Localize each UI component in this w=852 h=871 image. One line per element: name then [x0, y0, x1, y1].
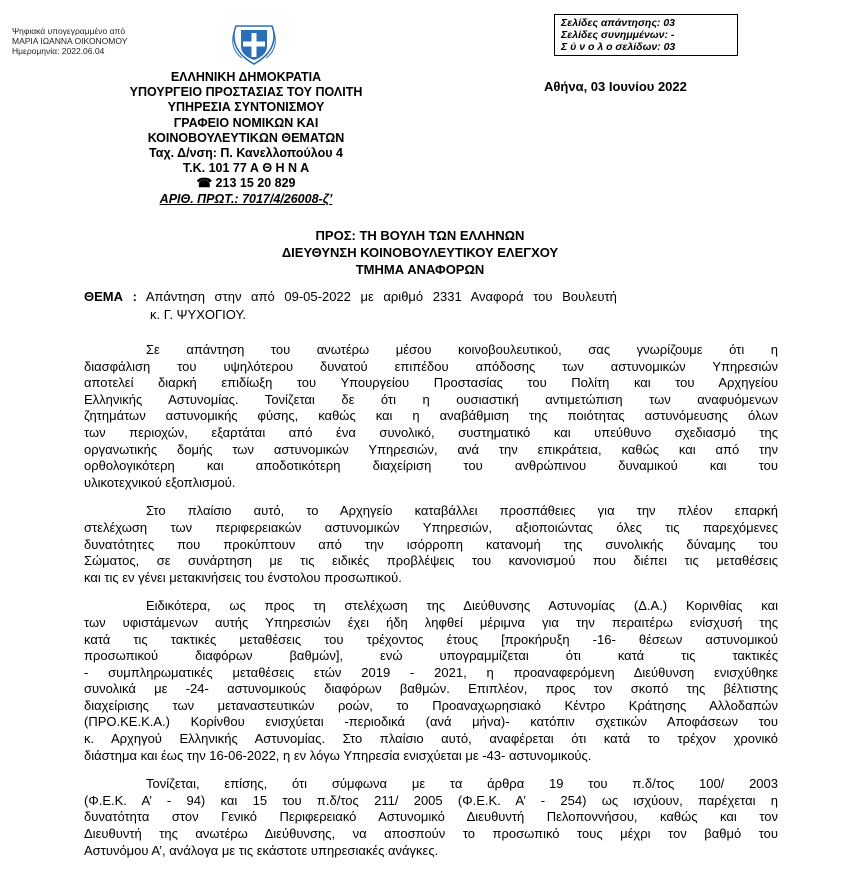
greek-coat-of-arms-icon — [230, 22, 278, 68]
body-paragraph — [84, 503, 778, 586]
signature-signer: ΜΑΡΙΑ ΙΩΑΝΝΑ ΟΙΚΟΝΟΜΟΥ — [12, 36, 128, 46]
paragraph-line: Ελληνικής Αστυνομίας. Τονίζεται δε ότι η ουσιαστική αντιμετώπιση των αναφυόμενων — [84, 391, 778, 407]
sender-line: ΓΡΑΦΕΙΟ ΝΟΜΙΚΩΝ ΚΑΙ — [173, 115, 319, 130]
paragraph-line: δυνατότητες που προκύπτουν από την ισόρροπη κατανομή της συνολικής δύναμης του — [84, 536, 778, 552]
paragraph-line: συνολικά με -24- αστυνομικούς διαφόρων βαθμών. Επιπλέον, προς τον σκοπό της βέλτιστης — [84, 681, 778, 697]
paragraph-line: των περιοχών, εξαρτάται από ένα συνολικό, συστηματικό και υπεύθυνο σχεδιασμό της — [84, 424, 778, 440]
recipient-block — [120, 227, 720, 278]
paragraph-line: Διευθυντή της ανωτέρω Διεύθυνσης, να αποσπούν το προσωπικό τους μέχρι τον βαθμό του — [84, 826, 778, 842]
total-pages: Σ ύ ν ο λ ο σελίδων: 03 — [561, 41, 676, 53]
paragraph-line: Τονίζεται, επίσης, ότι σύμφωνα με τα άρθρα 19 του π.δ/τος 100/ 2003 — [146, 776, 778, 792]
paragraph-line: προσωπικού διαφόρων βαθμών], ενώ υπογραμμίζεται ότι κατά τις τακτικές — [84, 648, 778, 664]
body-paragraph — [84, 598, 778, 764]
paragraph-line: Σώματος, σε συνάρτηση με τις ειδικές προβλέψεις του κανονισμού που διέπει τις μεταθέσεις — [84, 553, 778, 569]
subject-block — [84, 288, 774, 324]
attachment-pages: Σελίδες συνημμένων: - — [561, 29, 675, 41]
paragraph-line: διαχείρισης των μεταναστευτικών ροών, το Προαναχωρησιακό Κέντρο Κράτησης Αλλοδαπών — [84, 697, 778, 713]
paragraph-line: των υφιστάμενων αυτής Υπηρεσιών έχει ήδη ληφθεί μέριμνα για την περαιτέρω ενίσχυσή της — [84, 614, 778, 630]
paragraph-line: (ΠΡΟ.ΚΕ.Κ.Α.) Κορίνθου ενισχύεται -περιοδικά (ανά μήνα)- κατόπιν σχετικών Αποφάσεων του — [84, 714, 778, 730]
paragraph-line: διασφάλιση του υψηλότερου δυνατού επιπέδου απόδοσης των αστυνομικών Υπηρεσιών — [84, 358, 778, 374]
subject-text: Απάντηση στην από 09-05-2022 με αριθμό 2331 Αναφορά του Βουλευτή — [145, 289, 617, 304]
paragraph-line: και τις εν γένει μετακινήσεις του ένστολου προσωπικού. — [84, 569, 402, 585]
paragraph-line: (Φ.Ε.Κ. Α’ - 94) και 15 του π.δ/τος 211/ 2005 (Φ.Ε.Κ. Α’ - 254) ως ισχύουν, παρέχεται η — [84, 792, 778, 808]
sender-phone: ☎ 213 15 20 829 — [196, 176, 296, 191]
protocol-number: ΑΡΙΘ. ΠΡΩΤ.: 7017/4/26008-ζ’ — [159, 191, 333, 206]
paragraph-line: ζητημάτων αστυνομικής φύσης, καθώς και η αναβάθμιση της ποιότητας αστυνόμευσης όλων — [84, 408, 778, 424]
paragraph-line: κατά τις τακτικές μεταθέσεις του τρέχοντος έτους [προκήρυξη -16- θέσεων αστυνομικού — [84, 631, 778, 647]
page-count-box — [554, 14, 738, 56]
paragraph-line: υλικοτεχνικού εξοπλισμού. — [84, 474, 236, 490]
paragraph-line: Ειδικότερα, ως προς τη στελέχωση της Διεύθυνσης Αστυνομίας (Δ.Α.) Κορινθίας και — [146, 598, 778, 614]
paragraph-line: Σε απάντηση του ανωτέρω μέσου κοινοβουλευτικού, σας γνωρίζουμε ότι η — [146, 342, 778, 357]
subject-text-continued: κ. Γ. ΨΥΧΟΓΙΟΥ. — [150, 307, 247, 322]
body-paragraph — [84, 776, 778, 859]
paragraph-line: - συμπληρωματικές μεταθέσεις ετών 2019 - 2021, η προαναφερόμενη Διεύθυνση ενισχύθηκε — [84, 664, 778, 680]
paragraph-line: Αστυνόμου Α’, ανάλογα με τις εκάστοτε υπηρεσιακές ανάγκες. — [84, 842, 439, 858]
sender-address: Ταχ. Δ/νση: Π. Κανελλοπούλου 4 — [149, 146, 343, 161]
paragraph-line: στελέχωση των περιφερειακών αστυνομικών Υπηρεσιών, αξιοποιώντας όλες τις παρεχόμενες — [84, 519, 778, 535]
recipient-line: ΠΡΟΣ: ΤΗ ΒΟΥΛΗ ΤΩΝ ΕΛΛΗΝΩΝ — [315, 228, 525, 243]
body-paragraph — [84, 342, 778, 491]
signature-line: Ψηφιακά υπογεγραμμένο από — [12, 26, 126, 36]
reply-pages: Σελίδες απάντησης: 03 — [561, 17, 676, 29]
sender-line: ΥΠΗΡΕΣΙΑ ΣΥΝΤΟΝΙΣΜΟΥ — [167, 100, 325, 115]
paragraph-line: κ. Αρχηγού Ελληνικής Αστυνομίας. Στο πλαίσιο αυτό, αναφέρεται ότι κατά το τρέχον χρονικό — [84, 731, 778, 747]
sender-line: ΚΟΙΝΟΒΟΥΛΕΥΤΙΚΩΝ ΘΕΜΑΤΩΝ — [147, 130, 345, 145]
digital-signature — [12, 26, 202, 56]
sender-block — [86, 70, 406, 207]
subject-label: ΘΕΜΑ : — [84, 289, 137, 304]
recipient-line: ΤΜΗΜΑ ΑΝΑΦΟΡΩΝ — [355, 262, 485, 277]
letter-body — [84, 342, 778, 871]
paragraph-line: Στο πλαίσιο αυτό, το Αρχηγείο καταβάλλει προσπάθειες για την πλέον επαρκή — [146, 503, 778, 519]
recipient-line: ΔΙΕΥΘΥΝΣΗ ΚΟΙΝΟΒΟΥΛΕΥΤΙΚΟΥ ΕΛΕΓΧΟΥ — [281, 245, 559, 260]
sender-line: ΕΛΛΗΝΙΚΗ ΔΗΜΟΚΡΑΤΙΑ — [170, 70, 322, 84]
paragraph-line: διάστημα και έως την 16-06-2022, η εν λόγω Υπηρεσία ενισχύεται με -43- αστυνομικούς. — [84, 747, 592, 763]
sender-line: ΥΠΟΥΡΓΕΙΟ ΠΡΟΣΤΑΣΙΑΣ ΤΟΥ ΠΟΛΙΤΗ — [129, 85, 363, 100]
sender-postcode: Τ.Κ. 101 77 Α Θ Η Ν Α — [182, 161, 310, 176]
paragraph-line: αποτελεί διαρκή επιδίωξη του Υπουργείου Προστασίας του Πολίτη και του Αρχηγείου — [84, 375, 778, 391]
paragraph-line: δυνατότητα στον Γενικό Περιφερειακό Αστυνομικό Διευθυντή Πελοποννήσου, καθώς και τον — [84, 809, 778, 825]
paragraph-line: ορθολογικότερη και αποδοτικότερη διαχείριση του ανθρώπινου δυναμικού και του — [84, 458, 778, 474]
signature-date: Ημερομηνία: 2022.06.04 — [12, 46, 105, 56]
document-date: Αθήνα, 03 Ιουνίου 2022 — [544, 79, 687, 94]
paragraph-line: οργανωτικής δομής των αστυνομικών Υπηρεσιών, ανά την επικράτεια, καθώς και από την — [84, 441, 778, 457]
